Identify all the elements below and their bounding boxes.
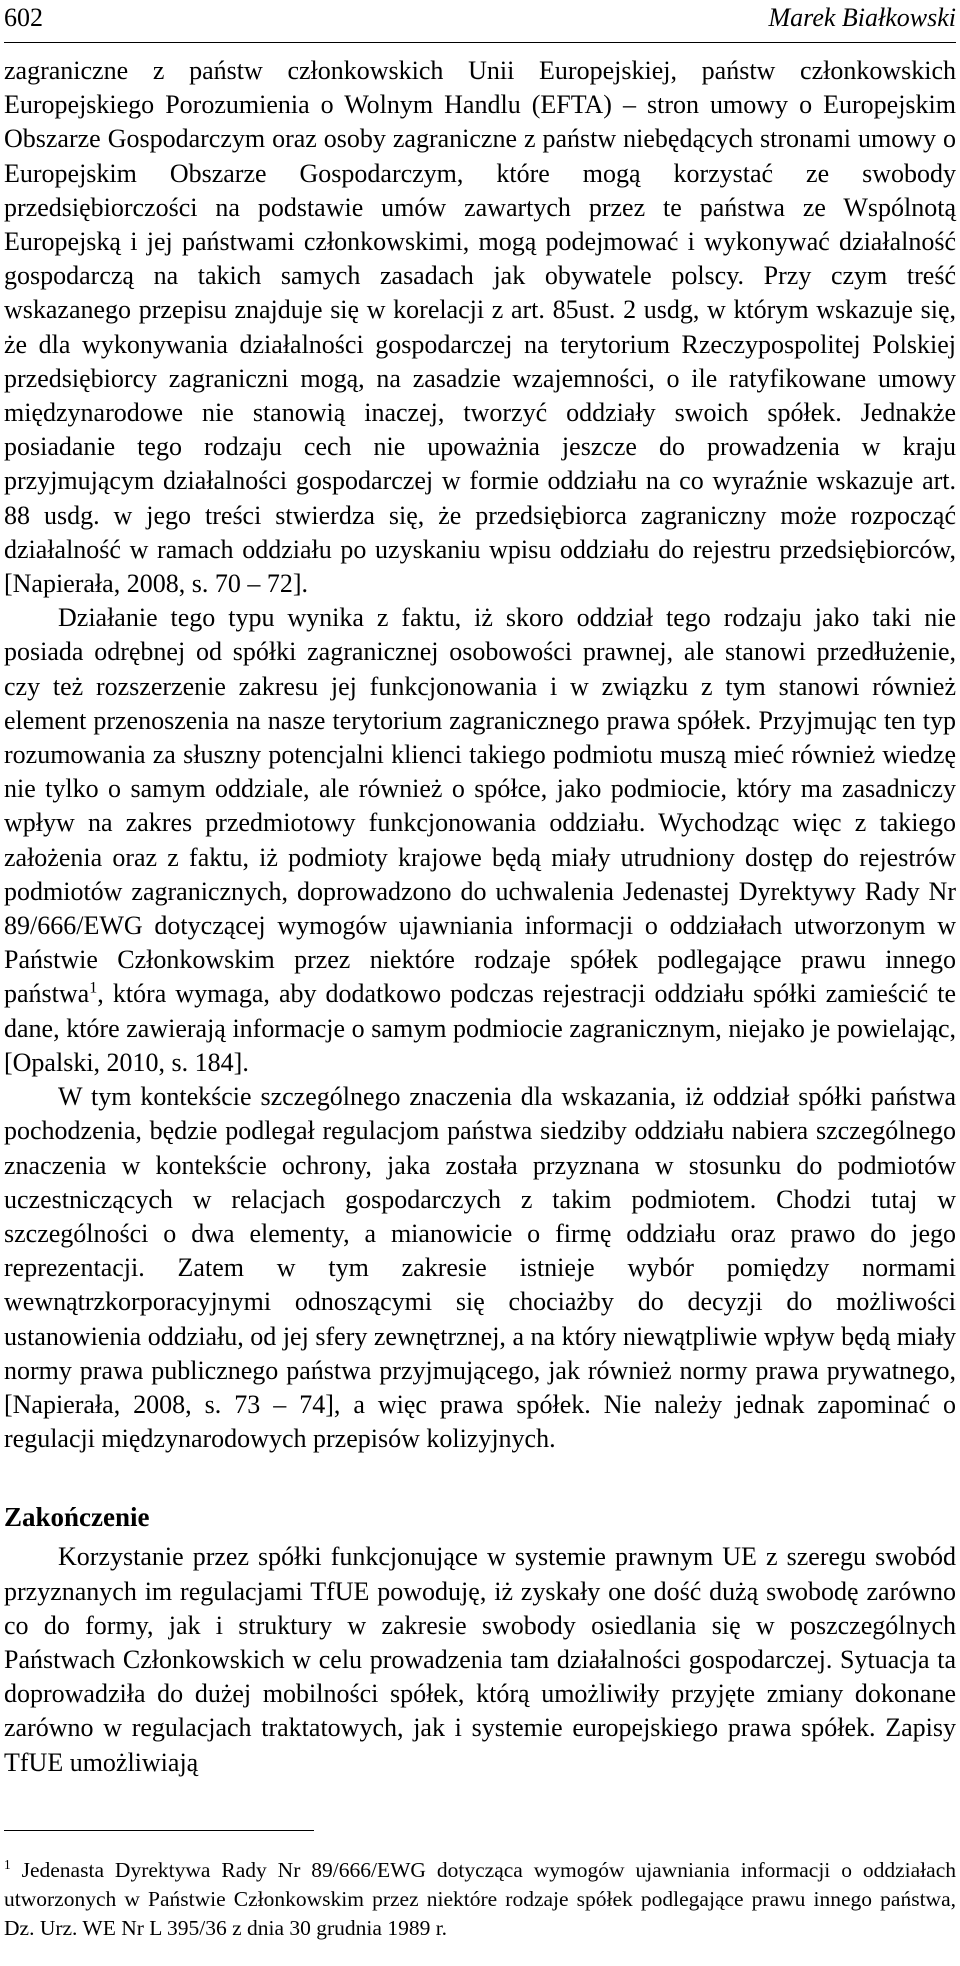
section-heading: Zakończenie: [4, 1502, 150, 1533]
header-rule: [4, 42, 956, 43]
footnote-text: Jedenasta Dyrektywa Rady Nr 89/666/EWG dotycząca wymogów ujawniania informacji o oddziałach utworzonych w Państwie Członkowskim przez niektóre rodzaje spółek podlegające prawu innego państwa, Dz. Urz. WE Nr L 395/36 z dnia 30 grudnia 1989 r.: [4, 1858, 956, 1940]
paragraph-conclusion: Korzystanie przez spółki funkcjonujące w systemie prawnym UE z szeregu swobód przyznanych im regulacjami TfUE powoduję, iż zyskały one dość dużą swobodę zarówno co do formy, jak i struktury w zakresie swobody osiedlania się w poszczególnych Państwach Członkowskich w celu prowadzenia tam działalności gospodarczej. Sytuacja ta doprowadziła do dużej mobilności spółek, którą umożliwiły przyjęte zmiany dokonane zarówno w regulacjach traktatowych, jak i systemie europejskiego prawa spółek. Zapisy TfUE umożliwiają: [4, 1542, 956, 1777]
paragraph-continued: zagraniczne z państw członkowskich Unii Europejskiej, państw członkowskich Europejskiego Porozumienia o Wolnym Handlu (EFTA) – stron umowy o Europejskim Obszarze Gospodarczym oraz osoby zagraniczne z państw niebędących stronami umowy o Europejskim Obszarze Gospodarczym, które mogą korzystać ze swobody przedsiębiorczości na podstawie umów zawartych przez te państwa ze Wspólnotą Europejską i jej państwami członkowskimi, mogą podejmować i wykonywać działalność gospodarczą na takich samych zasadach jak obywatele polscy. Przy czym treść wskazanego przepisu znajduje się w korelacji z art. 85ust. 2 usdg, w którym wskazuje się, że dla wykonywania działalności gospodarczej na terytorium Rzeczypospolitej Polskiej przedsiębiorcy zagraniczni mogą, na zasadzie wzajemności, o ile ratyfikowane umowy międzynarodowe nie stanowią inaczej, tworzyć oddziały swoich spółek. Jednakże posiadanie tego rodzaju cech nie upoważnia jeszcze do prowadzenia w kraju przyjmującym działalności gospodarczej w formie oddziału na co wyraźnie wskazuje art. 88 usdg. w jego treści stwierdza się, że przedsiębiorca zagraniczny może rozpocząć działalność w ramach oddziału po uzyskaniu wpisu oddziału do rejestru przedsiębiorców, [Napierała, 2008, s. 70 – 72].: [4, 56, 956, 599]
paragraph-text: Działanie tego typu wynika z faktu, iż skoro oddział tego rodzaju jako taki nie posiada odrębnej od spółki zagranicznej osobowości prawnej, ale stanowi przedłużenie, czy też rozszerzenie zakresu jej funkcjonowania i w związku z tym stanowi również element przenoszenia na nasze terytorium zagranicznego prawa spółek. Przyjmując ten typ rozumowania za słuszny potencjalni klienci takiego podmiotu muszą mieć również wiedzę nie tylko o samym oddziale, ale również o spółce, jako podmiocie, który ma zasadniczy wpływ na zakres przedmiotowy funkcjonowania oddziału. Wychodząc więc z takiego założenia oraz z faktu, iż podmioty krajowe będą miały utrudniony dostęp do rejestrów podmiotów zagranicznych, doprowadzono do uchwalenia Jedenastej Dyrektywy Rady Nr 89/666/EWG dotyczącej wymogów ujawniania informacji o oddziałach utworzonym w Państwie Członkowskim przez niektóre rodzaje spółek podlegające prawu innego państwa: [4, 603, 956, 1009]
page-number: 602: [4, 3, 43, 32]
body-text: [4, 54, 956, 1780]
footnote: [4, 1856, 956, 1943]
footnote-rule: [4, 1830, 314, 1831]
paragraph-text-tail: , która wymaga, aby dodatkowo podczas rejestracji oddziału spółki zamieścić te dane, które zawierają informacje o samym podmiocie zagranicznym, niejako je powielając, [Opalski, 2010, s. 184].: [4, 979, 956, 1077]
paragraph-branch-register: [4, 601, 956, 1080]
running-head-author: Marek Białkowski: [768, 3, 956, 32]
footnote-marker: 1: [4, 1856, 11, 1872]
paragraph-context: W tym kontekście szczególnego znaczenia dla wskazania, iż oddział spółki państwa pochodzenia, będzie podlegał regulacjom państwa siedziby oddziału nabiera szczególnego znaczenia w kontekście ochrony, jaka została przyznana w stosunku do podmiotów uczestniczących w relacjach gospodarczych z takim podmiotem. Chodzi tutaj w szczególności o dwa elementy, a mianowicie o firmę oddziału oraz prawo do jego reprezentacji. Zatem w tym zakresie istnieje wybór pomiędzy normami wewnątrzkorporacyjnymi odnoszącymi się chociażby do decyzji do możliwości ustanowienia oddziału, od jej sfery zewnętrznej, a na który niewątpliwie wpływ będą miały normy prawa publicznego państwa przyjmującego, jak również normy prawa prywatnego, [Napierała, 2008, s. 73 – 74], a więc prawa spółek. Nie należy jednak zapominać o regulacji międzynarodowych przepisów kolizyjnych.: [4, 1082, 956, 1454]
footnote-reference[interactable]: 1: [89, 979, 98, 997]
